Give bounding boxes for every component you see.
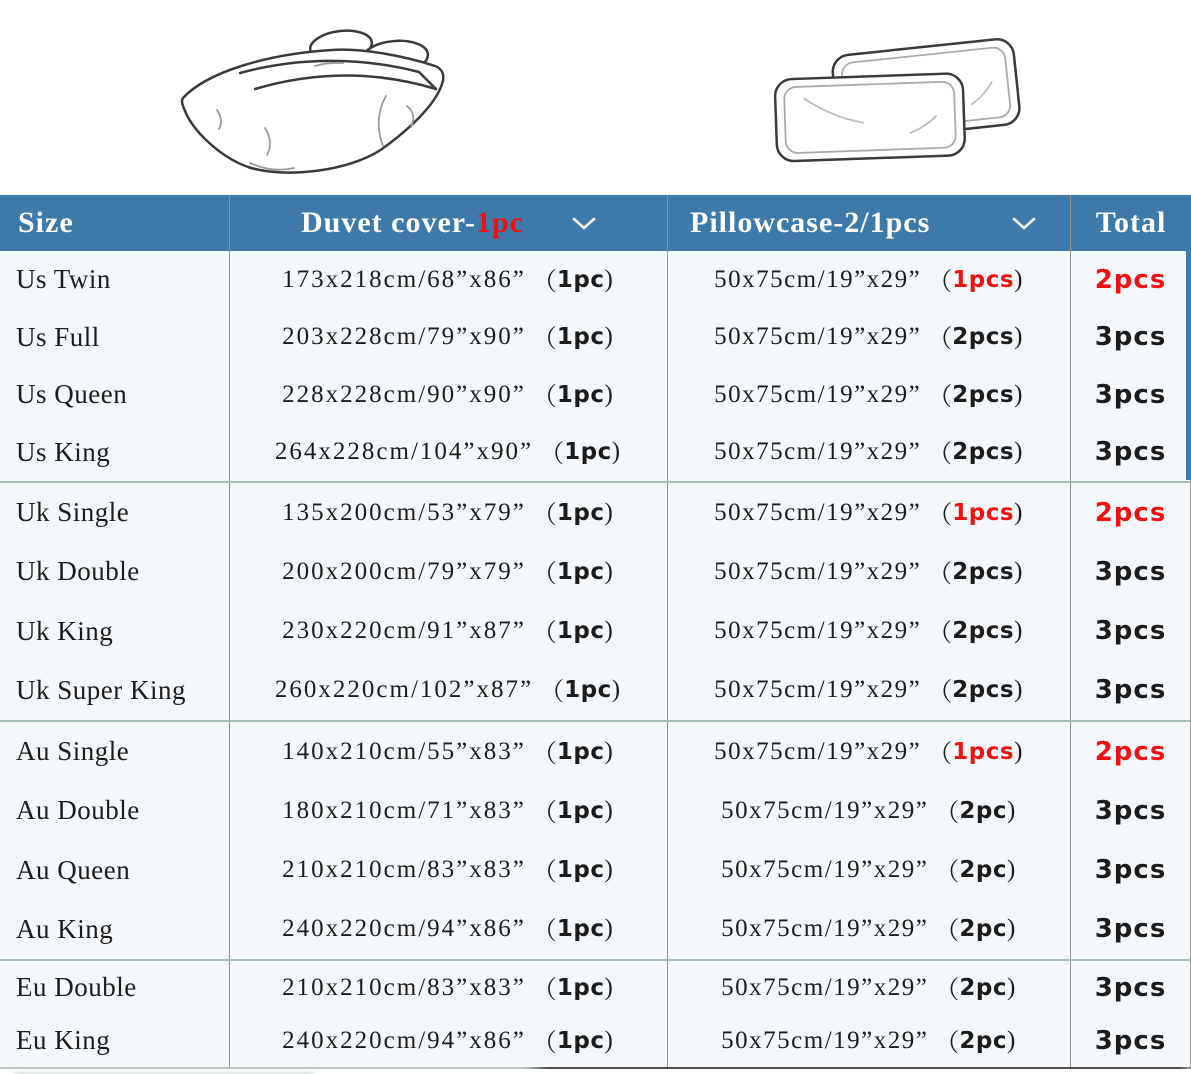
- total-cell: 3pcs: [1070, 1014, 1191, 1067]
- paren-close: ): [611, 438, 623, 466]
- total-cell: 2pcs: [1070, 251, 1191, 309]
- duvet-dimensions: 140x210cm/55”x83”: [282, 737, 526, 765]
- paren-open: （: [531, 859, 557, 887]
- duvet-dimensions: 200x200cm/79”x79”: [282, 557, 526, 585]
- pillow-dimensions: 50x75cm/19”x29”: [721, 973, 929, 1001]
- paren-open: （: [531, 501, 557, 529]
- pillow-cell: [667, 251, 1070, 309]
- table-row: [0, 542, 1191, 601]
- size-cell: Au Queen: [16, 854, 131, 885]
- total-cell: 3pcs: [1070, 424, 1191, 482]
- paren-open: （: [934, 859, 960, 887]
- size-cell: Uk King: [16, 615, 114, 646]
- pillow-qty: 2pcs: [952, 618, 1015, 645]
- paren-open: （: [531, 383, 557, 411]
- table-row: [0, 366, 1191, 424]
- paren-open: （: [531, 976, 557, 1004]
- pillow-qty: 1pcs: [952, 738, 1015, 765]
- paren-open: （: [531, 326, 557, 354]
- paren-close: ): [604, 380, 615, 408]
- table-body: [0, 251, 1191, 1067]
- paren-open: （: [927, 383, 953, 411]
- paren-open: （: [927, 501, 953, 529]
- pillow-dimensions: 50x75cm/19”x29”: [714, 676, 922, 704]
- paren-close: ): [604, 323, 615, 351]
- size-cell: Eu King: [16, 1025, 111, 1055]
- paren-open: （: [934, 1029, 960, 1057]
- duvet-qty: 1pc: [556, 324, 605, 351]
- table-row: [0, 424, 1191, 482]
- table-section-us: [0, 251, 1191, 481]
- paren-close: ): [604, 915, 615, 943]
- paren-close: ): [1006, 915, 1017, 943]
- paren-open: （: [539, 679, 565, 707]
- paren-close: ): [1006, 973, 1017, 1001]
- header-duvet: [229, 195, 667, 251]
- pillow-dimensions: 50x75cm/19”x29”: [721, 915, 929, 943]
- bottom-strip: [0, 1069, 1191, 1074]
- pillow-dimensions: 50x75cm/19”x29”: [714, 617, 922, 645]
- table-header: [0, 195, 1191, 251]
- duvet-cell: [229, 722, 667, 781]
- size-cell: Uk Single: [16, 497, 130, 528]
- duvet-cell: [229, 841, 667, 900]
- pillow-dimensions: 50x75cm/19”x29”: [714, 737, 922, 765]
- duvet-cell: [229, 542, 667, 601]
- pillow-cell: [667, 483, 1070, 542]
- duvet-qty: 1pc: [556, 1027, 605, 1054]
- duvet-dimensions: 203x228cm/79”x90”: [282, 323, 526, 351]
- right-edge-strip: [1186, 195, 1191, 480]
- table-row: [0, 661, 1191, 720]
- pillow-qty: 2pc: [959, 797, 1007, 824]
- duvet-dimensions: 173x218cm/68”x86”: [282, 265, 526, 293]
- paren-open: （: [531, 740, 557, 768]
- pillow-cell: [667, 309, 1070, 367]
- pillow-dimensions: 50x75cm/19”x29”: [721, 1026, 929, 1054]
- duvet-qty: 1pc: [556, 916, 605, 943]
- paren-close: ): [1006, 1026, 1017, 1054]
- size-cell: Au Single: [16, 736, 130, 767]
- chevron-down-icon[interactable]: [1012, 217, 1036, 230]
- duvet-dimensions: 210x210cm/83”x83”: [282, 856, 526, 884]
- total-cell: 3pcs: [1070, 602, 1191, 661]
- size-cell: Us King: [16, 436, 111, 467]
- total-cell: 3pcs: [1070, 961, 1191, 1014]
- paren-close: ): [1014, 617, 1024, 645]
- total-cell: 3pcs: [1070, 781, 1191, 840]
- paren-close: ): [1014, 676, 1024, 704]
- duvet-qty: 1pc: [556, 499, 605, 526]
- pillow-dimensions: 50x75cm/19”x29”: [714, 498, 922, 526]
- table-row: [0, 841, 1191, 900]
- header-size: Size: [18, 206, 74, 239]
- pillow-cell: [667, 1014, 1070, 1067]
- duvet-cell: [229, 483, 667, 542]
- duvet-qty: 1pc: [556, 558, 605, 585]
- table-row: [0, 961, 1191, 1014]
- paren-close: ): [1014, 438, 1024, 466]
- duvet-cell: [229, 961, 667, 1014]
- duvet-dimensions: 210x210cm/83”x83”: [282, 973, 526, 1001]
- duvet-cell: [229, 781, 667, 840]
- paren-close: ): [604, 617, 615, 645]
- paren-close: ): [1014, 737, 1024, 765]
- pillows-illustration-icon: [760, 14, 1038, 174]
- paren-open: （: [927, 740, 953, 768]
- pillow-cell: [667, 661, 1070, 720]
- duvet-dimensions: 230x220cm/91”x87”: [282, 617, 526, 645]
- pillow-cell: [667, 542, 1070, 601]
- table-row: [0, 602, 1191, 661]
- pillow-qty: 2pc: [959, 974, 1007, 1001]
- paren-close: ): [604, 973, 615, 1001]
- header-pillowcase-label: Pillowcase-2/1pcs: [690, 206, 931, 239]
- pillow-cell: [667, 781, 1070, 840]
- paren-open: （: [927, 620, 953, 648]
- duvet-cell: [229, 366, 667, 424]
- duvet-cell: [229, 251, 667, 309]
- table-section-eu: [0, 959, 1191, 1067]
- table-row: [0, 309, 1191, 367]
- duvet-cell: [229, 900, 667, 959]
- paren-open: （: [927, 441, 953, 469]
- paren-open: （: [927, 560, 953, 588]
- pillow-dimensions: 50x75cm/19”x29”: [714, 438, 922, 466]
- pillow-dimensions: 50x75cm/19”x29”: [714, 265, 922, 293]
- total-cell: 2pcs: [1070, 722, 1191, 781]
- pillow-qty: 1pcs: [952, 266, 1015, 293]
- paren-open: （: [934, 976, 960, 1004]
- size-chart-table: [0, 195, 1191, 1074]
- table-row: [0, 251, 1191, 309]
- duvet-dimensions: 260x220cm/102”x87”: [274, 676, 534, 704]
- duvet-dimensions: 180x210cm/71”x83”: [282, 796, 526, 824]
- duvet-qty: 1pc: [564, 439, 612, 466]
- pillow-cell: [667, 366, 1070, 424]
- paren-open: （: [927, 679, 953, 707]
- pillow-dimensions: 50x75cm/19”x29”: [714, 323, 922, 351]
- bed-illustration-icon: [145, 10, 480, 185]
- total-cell: 3pcs: [1070, 542, 1191, 601]
- pillow-dimensions: 50x75cm/19”x29”: [721, 796, 929, 824]
- paren-close: ): [604, 265, 615, 293]
- duvet-dimensions: 240x220cm/94”x86”: [282, 1026, 526, 1054]
- duvet-dimensions: 228x228cm/90”x90”: [282, 380, 526, 408]
- size-cell: Au King: [16, 913, 114, 944]
- paren-close: ): [604, 1026, 615, 1054]
- paren-open: （: [531, 620, 557, 648]
- pillow-qty: 2pc: [959, 857, 1007, 884]
- paren-close: ): [604, 557, 615, 585]
- pillow-qty: 2pcs: [952, 677, 1015, 704]
- paren-open: （: [531, 1029, 557, 1057]
- size-cell: Us Full: [16, 321, 100, 352]
- duvet-cell: [229, 661, 667, 720]
- duvet-dimensions: 264x228cm/104”x90”: [274, 438, 534, 466]
- duvet-qty: 1pc: [556, 266, 605, 293]
- paren-open: （: [539, 441, 565, 469]
- pillow-dimensions: 50x75cm/19”x29”: [721, 856, 929, 884]
- paren-close: ): [604, 737, 615, 765]
- duvet-qty: 1pc: [556, 381, 605, 408]
- paren-close: ): [1014, 265, 1024, 293]
- paren-close: ): [611, 676, 623, 704]
- paren-close: ): [1006, 856, 1017, 884]
- pillow-qty: 2pcs: [952, 324, 1015, 351]
- paren-open: （: [927, 326, 953, 354]
- pillow-cell: [667, 722, 1070, 781]
- paren-open: （: [531, 799, 557, 827]
- paren-close: ): [1014, 498, 1024, 526]
- size-cell: Eu Double: [16, 972, 137, 1002]
- paren-open: （: [531, 918, 557, 946]
- paren-open: （: [531, 560, 557, 588]
- duvet-cell: [229, 309, 667, 367]
- pillow-dimensions: 50x75cm/19”x29”: [714, 380, 922, 408]
- duvet-qty: 1pc: [556, 857, 605, 884]
- paren-close: ): [1014, 323, 1024, 351]
- header-duvet-qty: 1pc: [475, 206, 524, 239]
- chevron-down-icon[interactable]: [572, 217, 596, 230]
- paren-close: ): [1006, 796, 1017, 824]
- paren-open: （: [934, 918, 960, 946]
- duvet-qty: 1pc: [556, 738, 605, 765]
- table-row: [0, 1014, 1191, 1067]
- size-cell: Us Queen: [16, 379, 128, 410]
- total-cell: 3pcs: [1070, 900, 1191, 959]
- pillow-qty: 1pcs: [952, 499, 1015, 526]
- paren-open: （: [927, 268, 953, 296]
- pillow-dimensions: 50x75cm/19”x29”: [714, 557, 922, 585]
- header-total: Total: [1070, 195, 1191, 251]
- size-cell: Us Twin: [16, 264, 111, 295]
- size-cell: Uk Super King: [16, 674, 186, 705]
- table-section-uk: [0, 481, 1191, 720]
- header-pillowcase: [667, 195, 1070, 251]
- pillow-qty: 2pcs: [952, 381, 1015, 408]
- pillow-cell: [667, 424, 1070, 482]
- pillow-qty: 2pc: [959, 916, 1007, 943]
- paren-close: ): [1014, 380, 1024, 408]
- size-cell: Uk Double: [16, 556, 140, 587]
- pillow-qty: 2pcs: [952, 439, 1015, 466]
- duvet-qty: 1pc: [556, 974, 605, 1001]
- duvet-dimensions: 240x220cm/94”x86”: [282, 915, 526, 943]
- duvet-cell: [229, 602, 667, 661]
- size-cell: Au Double: [16, 795, 140, 826]
- pillow-cell: [667, 602, 1070, 661]
- duvet-cell: [229, 424, 667, 482]
- table-row: [0, 722, 1191, 781]
- duvet-dimensions: 135x200cm/53”x79”: [282, 498, 526, 526]
- paren-close: ): [604, 796, 615, 824]
- pillow-qty: 2pcs: [952, 558, 1015, 585]
- duvet-cell: [229, 1014, 667, 1067]
- table-section-au: [0, 720, 1191, 959]
- header-duvet-label: Duvet cover-: [301, 206, 476, 239]
- total-cell: 2pcs: [1070, 483, 1191, 542]
- total-cell: 3pcs: [1070, 366, 1191, 424]
- table-row: [0, 483, 1191, 542]
- pillow-cell: [667, 900, 1070, 959]
- paren-close: ): [604, 856, 615, 884]
- table-row: [0, 900, 1191, 959]
- duvet-qty: 1pc: [556, 797, 605, 824]
- total-cell: 3pcs: [1070, 661, 1191, 720]
- paren-close: ): [604, 498, 615, 526]
- table-row: [0, 781, 1191, 840]
- duvet-qty: 1pc: [556, 618, 605, 645]
- pillow-cell: [667, 841, 1070, 900]
- illustration-area: [0, 0, 1191, 195]
- pillow-qty: 2pc: [959, 1027, 1007, 1054]
- total-cell: 3pcs: [1070, 841, 1191, 900]
- paren-open: （: [531, 268, 557, 296]
- paren-close: ): [1014, 557, 1024, 585]
- total-cell: 3pcs: [1070, 309, 1191, 367]
- pillow-cell: [667, 961, 1070, 1014]
- duvet-qty: 1pc: [564, 677, 612, 704]
- paren-open: （: [934, 799, 960, 827]
